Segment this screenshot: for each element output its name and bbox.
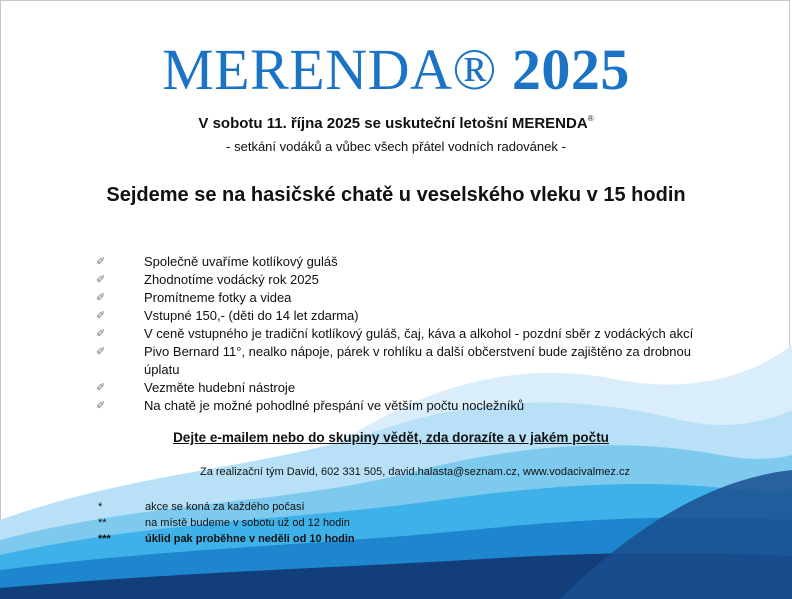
note-text: na místě budeme v sobotu už od 12 hodin <box>145 517 350 529</box>
note-text: úklid pak proběhne v neděli od 10 hodin <box>145 533 355 545</box>
note-asterisk: * <box>98 501 103 513</box>
check-mark-icon: ✐ <box>96 380 106 394</box>
check-mark-icon: ✐ <box>96 273 106 286</box>
list-item-text: V ceně vstupného je tradiční kotlíkový guláš, čaj, káva a alkohol - pozdní sběr z vodáckých akcí <box>144 326 694 341</box>
notes-list <box>98 499 355 547</box>
list-item-text: Zhodnotíme vodácký rok 2025 <box>144 272 319 287</box>
list-item <box>96 289 706 307</box>
list-item-text: Promítneme fotky a videa <box>144 290 292 305</box>
note-item <box>98 531 355 547</box>
list-item-text: Vstupné 150,- (děti do 14 let zdarma) <box>144 308 359 323</box>
list-item <box>96 325 706 343</box>
note-text: akce se koná za každého počasí <box>145 501 305 513</box>
title-year: 2025 <box>511 37 630 102</box>
check-mark-icon: ✐ <box>96 255 106 268</box>
note-asterisk: *** <box>98 533 111 545</box>
check-mark-icon: ✐ <box>96 309 106 322</box>
check-mark-icon: ✐ <box>96 291 106 304</box>
list-item <box>96 379 706 397</box>
event-date-text: V sobotu 11. října 2025 se uskuteční letošní MERENDA <box>198 115 588 132</box>
title-main: MERENDA® <box>162 37 497 102</box>
contact-line: Za realizační tým David, 602 331 505, david.halasta@seznam.cz, www.vodacivalmez.cz <box>200 466 630 478</box>
event-title <box>0 38 792 102</box>
meeting-place: Sejdeme se na hasičské chatě u veselského vleku v 15 hodin <box>106 184 686 206</box>
list-item-text: Vezměte hudební nástroje <box>144 379 296 395</box>
list-item-text: Společně uvaříme kotlíkový guláš <box>144 254 338 269</box>
list-item <box>96 271 706 289</box>
list-item-text: Pivo Bernard 11°, nealko nápoje, párek v rohlíku a další občerstvení bude zajištěno za drobnou úplatu <box>144 344 691 377</box>
event-tagline: - setkání vodáků a vůbec všech přátel vodních radovánek - <box>226 139 566 154</box>
list-item-text: Na chatě je možné pohodlné přespání ve větším počtu nocležníků <box>144 397 525 413</box>
check-mark-icon: ✐ <box>96 398 106 412</box>
note-item <box>98 499 355 515</box>
event-date-line <box>0 114 792 132</box>
check-mark-icon: ✐ <box>96 327 106 340</box>
list-item <box>96 343 706 378</box>
rsvp-call-to-action: Dejte e-mailem nebo do skupiny vědět, zda dorazíte a v jakém počtu <box>173 430 609 445</box>
registered-mark: ® <box>587 114 594 123</box>
list-item <box>96 397 706 415</box>
program-list <box>96 253 706 415</box>
note-item <box>98 515 355 531</box>
list-item <box>96 307 706 325</box>
check-mark-icon: ✐ <box>96 345 106 358</box>
note-asterisk: ** <box>98 517 107 529</box>
list-item <box>96 253 706 271</box>
